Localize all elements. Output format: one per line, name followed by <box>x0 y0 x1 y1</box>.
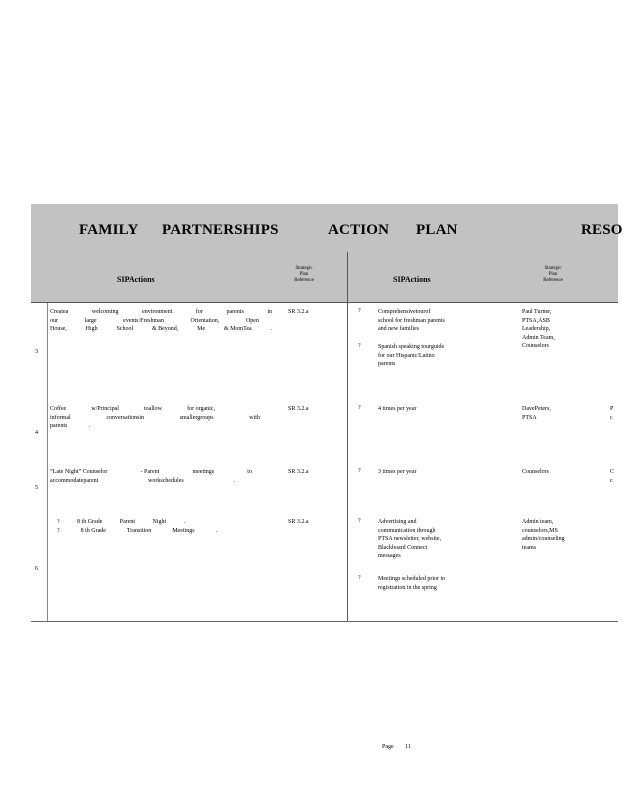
row-number: 5 <box>35 485 38 491</box>
title-word-plan: PLAN <box>416 222 458 238</box>
bullet-text: Comprehensivetourof school for freshman parents and new families <box>378 309 445 332</box>
responsible-party: Admin team, counselors,MS admin/counseling teams <box>522 519 565 551</box>
title-word-partnerships: PARTNERSHIPS <box>162 222 279 238</box>
row-number: 4 <box>35 430 38 436</box>
row-action-text: “Late Night” Counselor - Parent meetings to accommodateparent workschedules . <box>50 469 252 484</box>
bullet-marker: ? <box>358 343 361 349</box>
page-label: Page <box>382 744 394 750</box>
bullet-marker: ? <box>358 308 361 314</box>
bullet-text: 4 times per year <box>378 406 417 412</box>
column-divider <box>347 252 348 622</box>
truncated-cell: P c <box>610 406 614 421</box>
title-word-family: FAMILY <box>79 222 139 238</box>
responsible-party: Paul Turner, PTSA,ASB Leadership, Admin Team, Counselors <box>522 309 555 349</box>
page-footer <box>382 744 411 750</box>
header-strategic-ref-right: Strategic Plan Reference <box>543 266 563 283</box>
row-number-divider <box>47 302 48 622</box>
row-action-text: Coffee w/Principal toallow for organic, informal conversationsin smallergroups with parents . <box>50 406 260 429</box>
strategic-ref: SR 3.2.a <box>288 469 309 475</box>
strategic-ref: SR 3.2.a <box>288 309 309 315</box>
row-action-text: ? 8 th Grade Parent Night . ? 8 th Grade Transition Meetings . <box>57 519 217 534</box>
page-number: 11 <box>405 744 411 750</box>
title-word-reso: RESO <box>581 222 623 238</box>
title-word-action: ACTION <box>328 222 390 238</box>
header-strategic-ref-left: Strategic Plan Reference <box>294 266 314 283</box>
row-number: 6 <box>35 566 38 572</box>
bullet-marker: ? <box>358 518 361 524</box>
bullet-text: 3 times per year <box>378 469 417 475</box>
row-number: 3 <box>35 349 38 355</box>
header-sip-actions-left: SIPActions <box>117 275 155 284</box>
header-bottom-rule <box>31 302 618 303</box>
header-sip-actions-right: SIPActions <box>393 275 431 284</box>
bullet-marker: ? <box>358 575 361 581</box>
bullet-marker: ? <box>358 468 361 474</box>
bullet-marker: ? <box>358 405 361 411</box>
bullet-text: Spanish speaking tourguide for our Hispanic/Latino parents <box>378 344 445 367</box>
responsible-party: DavePeters, PTSA <box>522 406 551 421</box>
bullet-text: Advertising and communication through PTSA newsletter, website, Blackboard Connect messages <box>378 519 442 559</box>
bullet-text: Meetings scheduled prior to registration in the spring <box>378 576 446 591</box>
strategic-ref: SR 3.2.a <box>288 406 309 412</box>
strategic-ref: SR 3.2.a <box>288 519 309 525</box>
table-bottom-rule <box>31 621 618 622</box>
truncated-cell: C c <box>610 469 615 484</box>
responsible-party: Counselors <box>522 469 549 475</box>
row-action-text: Createa welcoming environment for parents in our large events:Freshman Orientation, Open House, High School & Beyond, Me & MomTea . <box>50 309 272 332</box>
